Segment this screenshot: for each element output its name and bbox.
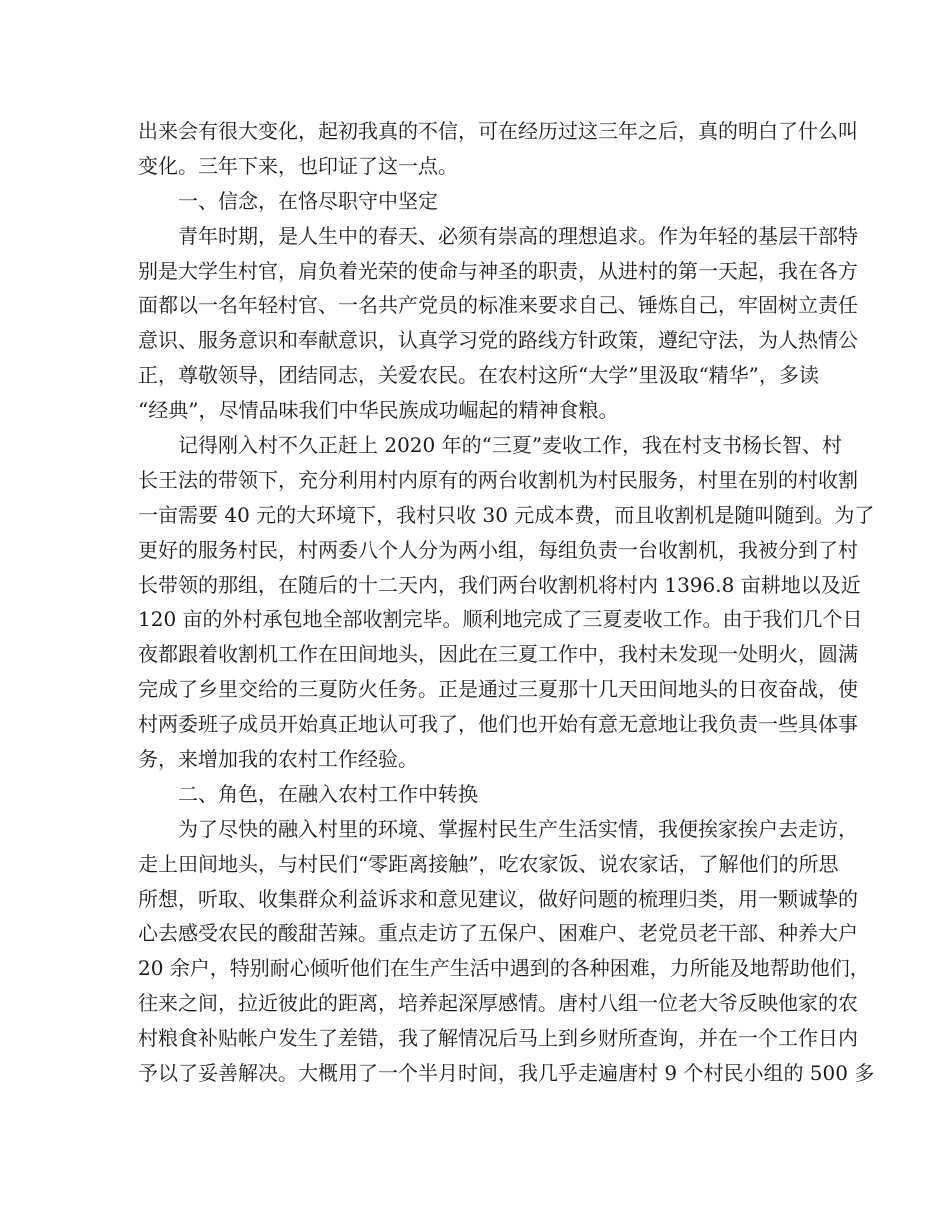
text-line: 一亩需要 40 元的大环境下，我村只收 30 元成本费，而且收割机是随叫随到。为了 — [138, 502, 875, 527]
section-heading: 二、角色，在融入农村工作中转换 — [178, 781, 478, 806]
text-line: 予以了妥善解决。大概用了一个半月时间，我几乎走遍唐村 9 个村民小组的 500 多 — [138, 1061, 875, 1086]
text-line: 变化。三年下来，也印证了这一点。 — [138, 153, 458, 178]
text-line: 20 余户，特别耐心倾听他们在生产生活中遇到的各种困难，力所能及地帮助他们， — [138, 956, 870, 981]
section-heading: 一、信念，在恪尽职守中坚定 — [178, 188, 438, 213]
text-line: 正，尊敬领导，团结同志，关爱农民。在农村这所“大学”里汲取“精华”，多读 — [138, 363, 819, 388]
text-line: 青年时期，是人生中的春天、必须有崇高的理想追求。作为年轻的基层干部特 — [178, 223, 858, 248]
text-line: 意识、服务意识和奉献意识，认真学习党的路线方针政策，遵纪守法，为人热情公 — [138, 328, 858, 353]
text-line: 面都以一名年轻村官、一名共产党员的标准来要求自己、锤炼自己，牢固树立责任 — [138, 293, 858, 318]
text-line: 所想，听取、收集群众利益诉求和意见建议，做好问题的梳理归类，用一颗诚挚的 — [138, 886, 858, 911]
text-line: 村两委班子成员开始真正地认可我了，他们也开始有意无意地让我负责一些具体事 — [138, 712, 858, 737]
text-line: 别是大学生村官，肩负着光荣的使命与神圣的职责，从进村的第一天起，我在各方 — [138, 258, 858, 283]
text-line: 走上田间地头，与村民们“零距离接触”，吃农家饭、说农家话，了解他们的所思 — [138, 851, 839, 876]
text-line: 心去感受农民的酸甜苦辣。重点走访了五保户、困难户、老党员老干部、种养大户 — [138, 921, 858, 946]
text-line: 务，来增加我的农村工作经验。 — [138, 747, 418, 772]
text-line: 完成了乡里交给的三夏防火任务。正是通过三夏那十几天田间地头的日夜奋战，使 — [138, 677, 858, 702]
text-line: 村粮食补贴帐户发生了差错，我了解情况后马上到乡财所查询，并在一个工作日内 — [138, 1026, 858, 1051]
text-line: 120 亩的外村承包地全部收割完毕。顺利地完成了三夏麦收工作。由于我们几个日 — [138, 607, 863, 632]
text-line: 长王法的带领下，充分利用村内原有的两台收割机为村民服务，村里在别的村收割 — [138, 467, 858, 492]
text-line: 往来之间，拉近彼此的距离，培养起深厚感情。唐村八组一位老大爷反映他家的农 — [138, 991, 858, 1016]
text-line: “经典”，尽情品味我们中华民族成功崛起的精神食粮。 — [138, 398, 619, 423]
text-line: 出来会有很大变化，起初我真的不信，可在经历过这三年之后，真的明白了什么叫 — [138, 119, 858, 143]
text-line: 长带领的那组，在随后的十二天内，我们两台收割机将村内 1396.8 亩耕地以及近 — [138, 572, 861, 597]
text-line: 为了尽快的融入村里的环境、掌握村民生产生活实情，我便挨家挨户去走访， — [178, 816, 858, 841]
document-body — [138, 114, 875, 1091]
text-line: 夜都跟着收割机工作在田间地头，因此在三夏工作中，我村未发现一处明火，圆满 — [138, 642, 858, 667]
text-line: 更好的服务村民，村两委八个人分为两小组，每组负责一台收割机，我被分到了村 — [138, 537, 858, 562]
text-line: 记得刚入村不久正赶上 2020 年的“三夏”麦收工作，我在村支书杨长智、村 — [178, 433, 843, 458]
